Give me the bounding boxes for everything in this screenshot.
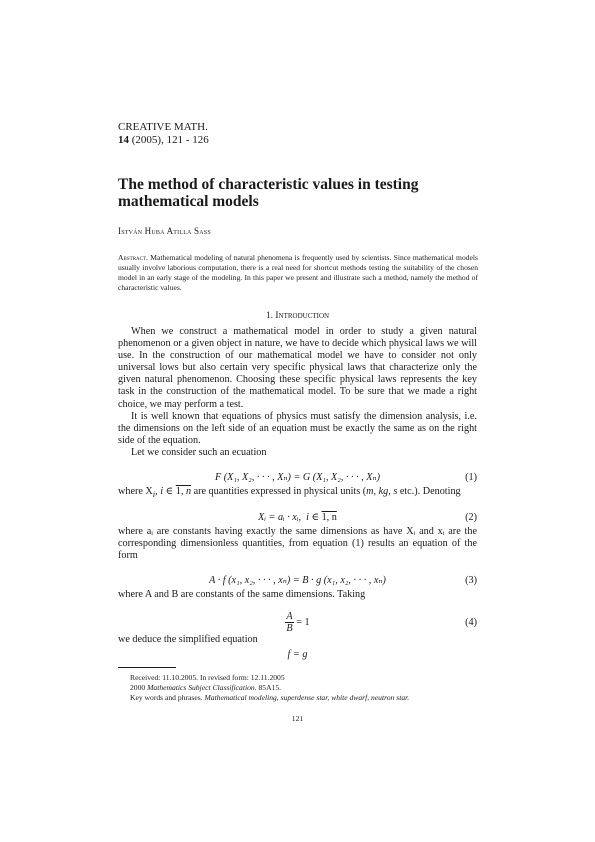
after-eq1-text-b: are quantities expressed in physical units ( (193, 486, 367, 497)
paragraph-after-eq3: where A and B are constants of the same dimensions. Taking (118, 589, 366, 600)
after-eq1-units: m, kg, s (366, 486, 398, 497)
section-title: Introduction (275, 311, 330, 321)
journal-issue (118, 134, 209, 147)
footnote-rule (118, 667, 176, 668)
footnote-keywords-label: Key words and phrases. (130, 693, 203, 702)
equation-4-numerator: A (286, 611, 293, 622)
journal-header (118, 121, 209, 147)
paragraph-after-eq1: where $X_i$, i ∈ 1, n are quantities expressed in physical units (m, kg, s etc.). Denoting (118, 486, 461, 500)
paragraph-after-eq2: where aᵢ are constants having exactly the same dimensions as have Xᵢ and xᵢ are the corresponding dimensionless quantities, from equation (1) results an equation of the form (118, 526, 477, 562)
equation-3-number: (3) (465, 575, 477, 586)
equation-4-body (118, 611, 477, 634)
title-line-2: mathematical models (118, 193, 259, 210)
footnote-keywords-list: Mathematical modeling, superdense star, white dwarf, neutron star. (204, 693, 410, 702)
equation-3-body: A · f (x₁, x₂, · · · , xₙ) = B · g (x₁, x₂, · · · , xₙ) (209, 575, 386, 586)
abstract-heading: Abstract. (118, 253, 148, 262)
equation-1-body: F (X₁, X₂, · · · , Xₙ) = G (X₁, X₂, · · · , Xₙ) (214, 472, 381, 483)
abstract-text: Mathematical modeling of natural phenomena is frequently used by scientists. Since mathematical models usually involve laborious computation, there is a real need for shortcut methods testing the suitability of the chosen model in an early stage of the modeling. In this paper we present and illustrate such a method, namely the method of characteristic values. (118, 253, 478, 292)
footnote-msc-code: 85A15. (258, 683, 282, 692)
paragraph-1: When we construct a mathematical model in order to study a given natural phenomenon or a given object in nature, we have to decide which physical laws we will use. In the construction of our mathematical model we have to consider not only universal lows but also certain very specific physical laws that characterize only the given natural phenomenon. Choosing these specific physical laws represents the key task in the construction of the mathematical model. To be sure that we made a right choice, we may perform a test. (118, 326, 477, 410)
equation-4-number: (4) (465, 617, 477, 628)
authors: István Huba Atilla Sass (118, 226, 211, 236)
page-number: 121 (291, 714, 304, 723)
equation-2-range-b: 1, n (321, 512, 337, 523)
equation-2-number: (2) (465, 512, 477, 523)
abstract (118, 253, 478, 293)
journal-name: CREATIVE MATH. (118, 121, 208, 133)
equation-5-body: f = g (287, 649, 308, 660)
title-line-1: The method of characteristic values in testing (118, 176, 419, 193)
after-eq1-text-a: where X (118, 486, 153, 497)
footnote-msc (130, 683, 281, 693)
section-heading (0, 311, 595, 321)
equation-4-denominator: B (286, 623, 293, 634)
equation-2 (118, 512, 477, 526)
equation-2-range-a: i ∈ (306, 512, 320, 523)
after-eq1-text-c: etc.). Denoting (399, 486, 461, 497)
footnote-msc-year: 2000 (130, 683, 146, 692)
paragraph-3: Let we consider such an ecuation (131, 447, 267, 458)
equation-5 (118, 649, 477, 663)
equation-4-fraction (285, 611, 293, 634)
equation-4-rhs: = 1 (296, 616, 310, 628)
footnote-msc-label: Mathematics Subject Classification. (147, 683, 257, 692)
equation-3 (118, 575, 477, 589)
paper-title (118, 176, 419, 210)
equation-1-number: (1) (465, 472, 477, 483)
journal-volume: 14 (118, 134, 129, 146)
paragraph-after-eq4: we deduce the simplified equation (118, 634, 258, 645)
equation-2-lhs: Xᵢ = aᵢ · xᵢ, (258, 512, 301, 523)
equation-2-body (118, 512, 477, 523)
footnote-keywords (130, 693, 409, 703)
footnote-received: Received: 11.10.2005. In revised form: 12.11.2005 (130, 673, 285, 682)
equation-1 (118, 472, 477, 486)
journal-year-pages: (2005), 121 - 126 (131, 134, 209, 146)
section-number: 1. (265, 311, 274, 321)
paragraph-2: It is well known that equations of physics must satisfy the dimension analysis, i.e. the dimensions on the left side of an equation must be exactly the same as on the right side of the equation. (118, 411, 477, 447)
